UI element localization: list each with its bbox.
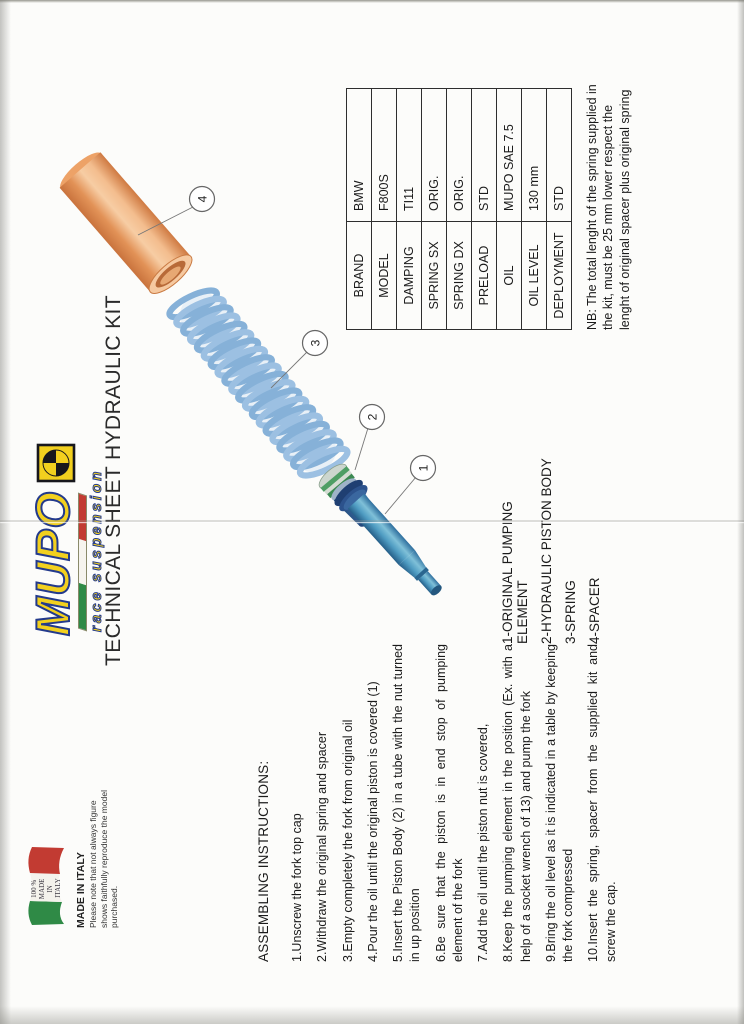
table-label-cell: DAMPING: [397, 222, 422, 330]
instruction-item: 8.Keep the pumping element in the position (Ex. with a help of a socket wrench of 13) and pump the fork: [501, 644, 533, 962]
flag-text-line: ITALY: [54, 878, 62, 898]
legend-item: 3-SPRING: [563, 580, 578, 644]
instruction-item: 5.Insert the Piston Body (2) in a tube with the nut turned in up position: [391, 644, 423, 962]
spec-table: [346, 88, 572, 330]
callout-4-number: 4: [195, 195, 210, 203]
table-value-cell: F800S: [372, 89, 397, 222]
flag-text-line: IN: [46, 885, 54, 893]
callout-1-number: 1: [416, 464, 431, 472]
mupo-wordmark: MUPO: [26, 491, 79, 636]
table-row: [497, 89, 522, 330]
flag-text-line: 100 %: [30, 879, 38, 898]
table-row: [372, 89, 397, 330]
table-value-cell: 130 mm: [522, 89, 547, 222]
leader-line-2: [355, 428, 368, 470]
table-label-cell: MODEL: [372, 222, 397, 330]
page-title: TECHNICAL SHEET HYDRAULIC KIT: [102, 295, 125, 666]
table-label-cell: SPRING SX: [422, 222, 447, 330]
logo-tagline: race suspension: [88, 468, 105, 632]
instruction-item: 9.Bring the oil level as it is indicated in a table by keeping the fork compressed: [543, 644, 575, 962]
table-value-cell: BMW: [347, 89, 372, 222]
callout-1: [411, 456, 436, 481]
legend-item: 1-ORIGINAL PUMPING ELEMENT: [500, 501, 530, 644]
legend-item: 4-SPACER: [587, 577, 602, 644]
stamp-heading: MADE IN ITALY: [75, 852, 87, 928]
table-row: [522, 89, 547, 330]
flag-text-line: MADE: [38, 878, 46, 900]
table-row: [422, 89, 447, 330]
table-row: [447, 89, 472, 330]
table-label-cell: OIL: [497, 222, 522, 330]
table-row: [347, 89, 372, 330]
table-label-cell: BRAND: [347, 222, 372, 330]
instructions: [256, 644, 628, 962]
callout-3-number: 3: [308, 339, 323, 347]
table-label-cell: DEPLOYMENT: [547, 222, 572, 330]
instruction-item: 1.Unscrew the fork top cap: [290, 813, 304, 962]
pumping-element-part: [331, 476, 452, 605]
legend-item: 2-HYDRAULIC PISTON BODY: [539, 458, 554, 644]
instructions-heading: ASSEMBLING INSTRUCTIONS:: [256, 760, 271, 962]
nb-note: NB: The total lenght of the spring supplied in the kit, must be 25 mm lower respect the lenght of original spacer plus original spring: [585, 84, 632, 330]
callout-4: [190, 187, 215, 212]
instruction-item: 4.Pour the oil until the original piston is covered (1): [365, 681, 380, 962]
table-row: [472, 89, 497, 330]
table-value-cell: MUPO SAE 7.5: [497, 89, 522, 222]
table-value-cell: STD: [472, 89, 497, 222]
parts-legend: [500, 458, 611, 644]
table-row: [547, 89, 572, 330]
table-label-cell: SPRING DX: [447, 222, 472, 330]
leader-line-1: [385, 477, 416, 514]
instruction-item: 3.Empty completely the fork from original oil: [340, 719, 355, 962]
stamp-note-text: Please note that not always figure shows faithfully reproduce the model purchased.: [88, 790, 120, 928]
callout-2: [360, 405, 385, 430]
table-value-cell: ORIG.: [422, 89, 447, 222]
spring-part: [163, 276, 353, 491]
table-label-cell: PRELOAD: [472, 222, 497, 330]
callout-3: [303, 331, 328, 356]
instruction-item: 7.Add the oil until the piston nut is covered,: [476, 723, 490, 962]
callout-2-number: 2: [365, 413, 380, 421]
instruction-item: 2.Withdraw the original spring and spacer: [315, 732, 330, 962]
table-row: [397, 89, 422, 330]
table-value-cell: STD: [547, 89, 572, 222]
instruction-item: 10.Insert the spring, spacer from the supplied kit and screw the cap.: [586, 644, 618, 962]
table-label-cell: OIL LEVEL: [522, 222, 547, 330]
instruction-item: 6.Be sure that the piston is in end stop of pumping element of the fork: [433, 644, 465, 962]
spacer-part: [55, 147, 197, 299]
table-value-cell: ORIG.: [447, 89, 472, 222]
table-value-cell: TI11: [397, 89, 422, 222]
